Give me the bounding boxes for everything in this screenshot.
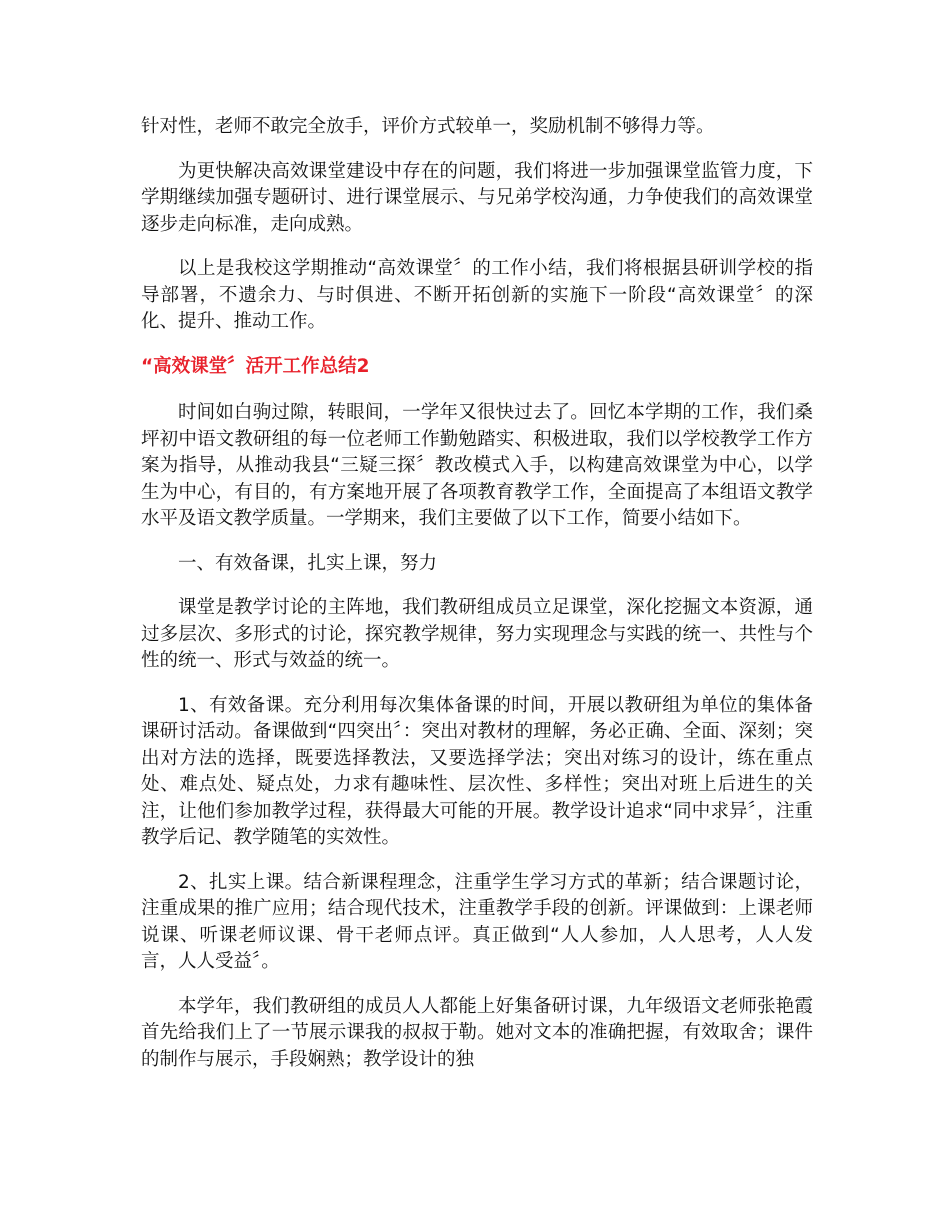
paragraph-continued: 针对性，老师不敢完全放手，评价方式较单一，奖励机制不够得力等。 (141, 116, 715, 137)
paragraph: 本学年，我们教研组的成员人人都能上好集备研讨课，九年级语文老师张艳霞首先给我们上了一节展示课我的叔叔于勒。她对文本的准确把握，有效取舍；课件的制作与展示，手段娴熟；教学设计的独 (141, 995, 813, 1070)
document-page (141, 114, 813, 1091)
paragraph: 时间如白驹过隙，转眼间，一学年又很快过去了。回忆本学期的工作，我们桑坪初中语文教研组的每一位老师工作勤勉踏实、积极进取，我们以学校教学工作方案为指导，从推动我县“三疑三探〞教改模式入手，以构建高效课堂为中心，以学生为中心，有目的，有方案地开展了各项教育教学工作，全面提高了本组语文教学水平及语文教学质量。一学期来，我们主要做了以下工作，简要小结如下。 (141, 402, 813, 529)
paragraph: 一、有效备课，扎实上课，努力 (178, 552, 438, 574)
paragraph: 1、有效备课。充分利用每次集体备课的时间，开展以教研组为单位的集体备课研讨活动。备课做到“四突出〞：突出对教材的理解，务必正确、全面、深刻；突出对方法的选择，既要选择教法，又要选择学法；突出对练习的设计，练在重点处、难点处、疑点处，力求有趣味性、层次性、多样性；突出对班上后进生的关注，让他们参加教学过程，获得最大可能的开展。教学设计追求“同中求异〞，注重教学后记、教学随笔的实效性。 (141, 694, 813, 848)
section-title: “高效课堂〞活开工作总结2 (141, 355, 370, 377)
paragraph: 为更快解决高效课堂建设中存在的问题，我们将进一步加强课堂监管力度，下学期继续加强专题研讨、进行课堂展示、与兄弟学校沟通，力争使我们的高效课堂逐步走向标准，走向成熟。 (141, 160, 813, 235)
paragraph: 2、扎实上课。结合新课程理念，注重学生学习方式的革新；结合课题讨论，注重成果的推广应用；结合现代技术，注重教学手段的创新。评课做到：上课老师说课、听课老师议课、骨干老师点评。真正做到“人人参加，人人思考，人人发言，人人受益〞。 (141, 871, 813, 972)
paragraph: 以上是我校这学期推动“高效课堂〞的工作小结，我们将根据县研训学校的指导部署，不遗余力、与时俱进、不断开拓创新的实施下一阶段“高效课堂〞的深化、提升、推动工作。 (141, 258, 813, 332)
paragraph: 课堂是教学讨论的主阵地，我们教研组成员立足课堂，深化挖掘文本资源，通过多层次、多形式的讨论，探究教学规律，努力实现理念与实践的统一、共性与个性的统一、形式与效益的统一。 (141, 597, 813, 671)
